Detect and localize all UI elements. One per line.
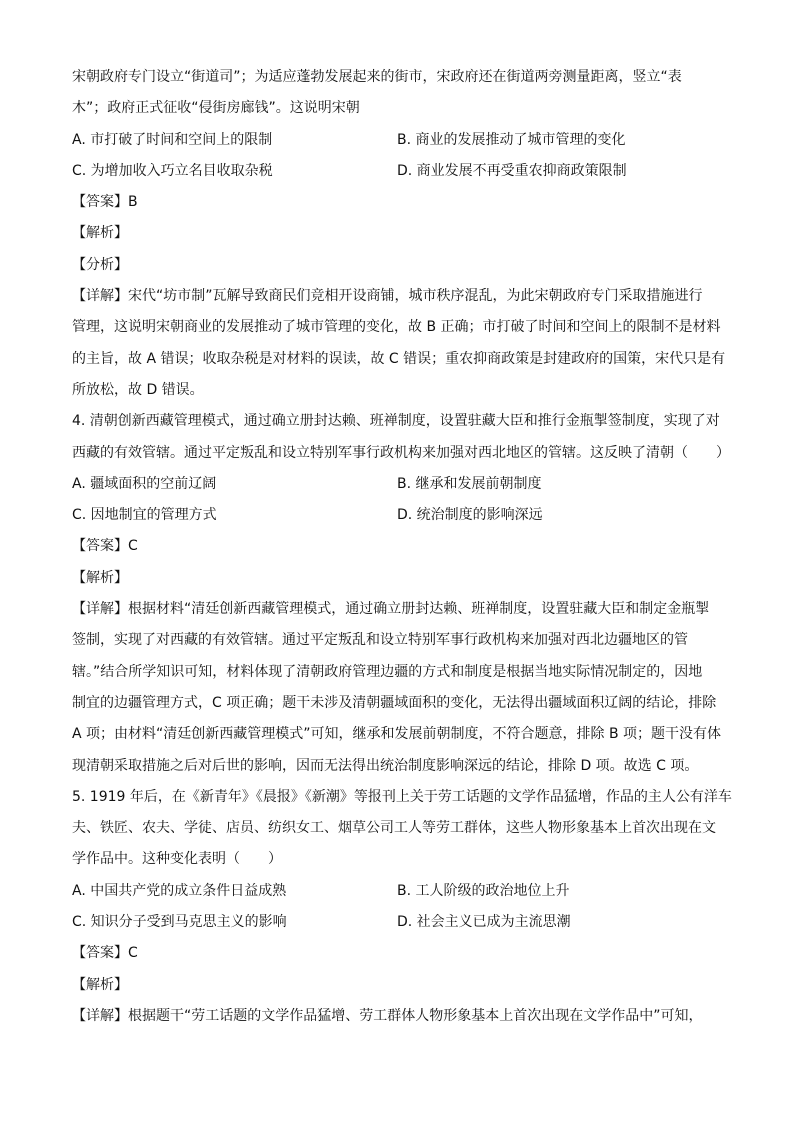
question-stem-line: 西藏的有效管辖。通过平定叛乱和设立特别军事行政机构来加强对西北地区的管辖。这反映了清朝（ ） [72,444,730,461]
options-row [72,500,732,531]
question-stem-line: 4. 清朝创新西藏管理模式，通过确立册封达赖、班禅制度，设置驻藏大臣和推行金瓶掣签制度，实现了对 [72,413,720,430]
detail-line: 签制，实现了对西藏的有效管辖。通过平定叛乱和设立特别军事行政机构来加强对西北边疆地区的管 [72,632,688,649]
question-3 [72,62,732,406]
analysis-label: 【解析】 [72,569,128,586]
detail-line: 【详解】宋代“坊市制”瓦解导致商民们竞相开设商铺，城市秩序混乱，为此宋朝政府专门采取措施进行 [72,288,703,305]
answer-label: 【答案】B [72,194,138,211]
option-d: D. 统治制度的影响深远 [397,507,543,524]
detail-line: 所放松，故 D 错误。 [72,381,204,398]
detail-line: A 项；由材料“清廷创新西藏管理模式”可知，继承和发展前朝制度，不符合题意，排除 B 项；题干没有体 [72,726,722,743]
answer-label: 【答案】C [72,538,138,555]
options-row [72,125,732,156]
detail-line: 【详解】根据题干“劳工话题的文学作品猛增、劳工群体人物形象基本上首次出现在文学作品中”可知， [72,1007,703,1024]
analysis-label: 【解析】 [72,225,128,242]
document-page [72,62,732,1032]
option-a: A. 疆域面积的空前辽阔 [72,475,217,492]
options-row [72,469,732,500]
question-5 [72,782,732,1032]
detail-line: 的主旨，故 A 错误；收取杂税是对材料的误读，故 C 错误；重农抑商政策是封建政府的国策，宋代只是有 [72,350,726,367]
option-b: B. 工人阶级的政治地位上升 [397,882,570,899]
options-row [72,907,732,938]
detail-line: 管理，这说明宋朝商业的发展推动了城市管理的变化，故 B 正确；市打破了时间和空间上的限制不是材料 [72,319,721,336]
answer-label: 【答案】C [72,945,138,962]
option-b: B. 商业的发展推动了城市管理的变化 [397,131,626,148]
option-a: A. 中国共产党的成立条件日益成熟 [72,882,287,899]
question-stem-line: 木”；政府正式征收“侵街房廊钱”。这说明宋朝 [72,100,360,117]
question-stem-line: 5. 1919 年后，在《新青年》《晨报》《新潮》等报刊上关于劳工话题的文学作品猛增，作品的主人公有洋车 [72,788,732,805]
detail-line: 现清朝采取措施之后对后世的影响，因而无法得出统治制度影响深远的结论，排除 D 项。故选 C 项。 [72,757,699,774]
question-stem-line: 学作品中。这种变化表明（ ） [72,851,282,868]
option-d: D. 社会主义已成为主流思潮 [397,914,571,931]
question-4 [72,406,732,782]
question-stem-line: 宋朝政府专门设立“街道司”；为适应蓬勃发展起来的街市，宋政府还在街道两旁测量距离，竖立“表 [72,69,682,85]
option-c: C. 知识分子受到马克思主义的影响 [72,914,287,931]
option-d: D. 商业发展不再受重农抑商政策限制 [397,162,627,179]
options-row [72,876,732,907]
fenxi-label: 【分析】 [72,256,128,273]
detail-line: 【详解】根据材料“清廷创新西藏管理模式，通过确立册封达赖、班禅制度，设置驻藏大臣和制定金瓶掣 [72,601,710,618]
question-stem-line: 夫、铁匠、农夫、学徒、店员、纺织女工、烟草公司工人等劳工群体，这些人物形象基本上首次出现在文 [72,820,716,837]
options-row [72,156,732,187]
analysis-label: 【解析】 [72,976,128,993]
option-c: C. 因地制宜的管理方式 [72,507,217,524]
option-c: C. 为增加收入巧立名目收取杂税 [72,162,273,179]
detail-line: 辖。”结合所学知识可知，材料体现了清朝政府管理边疆的方式和制度是根据当地实际情况制定的，因地 [72,663,703,680]
option-a: A. 市打破了时间和空间上的限制 [72,131,273,148]
option-b: B. 继承和发展前朝制度 [397,475,542,492]
detail-line: 制宜的边疆管理方式，C 项正确；题干未涉及清朝疆域面积的变化，无法得出疆域面积辽阔的结论，排除 [72,694,717,711]
